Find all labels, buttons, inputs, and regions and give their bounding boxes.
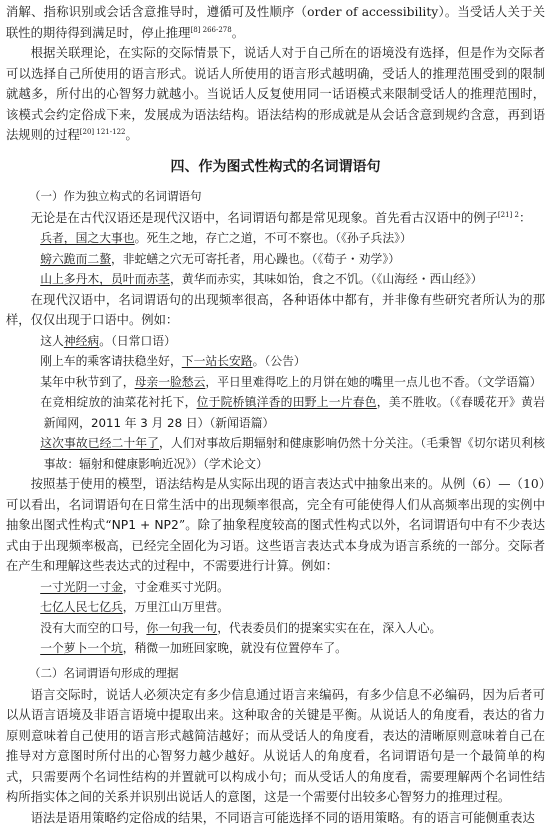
citation: [20] 121-122 (80, 128, 126, 136)
paragraph-relevance-theory: 根据关联理论，在实际的交际情景下，说话人对于自己所在的语境没有选择，但是作为交际者可以选择自己所使用的语言形式。说话人所使用的语言形式越明确，受话人的推理范围受到的限制就越多，所付出的心智努力就越小。当说话人反复使用同一话语模式来限制受话人的推理范围时，该模式会约定俗成下来，发展成为语法结构。语法结构的形成就是从会话含意到规约含意，再到语法规则的过程$^{[20] 121-122}$。 (6, 43, 545, 146)
example-item: 螃六跪而二螯，非蛇蟮之穴无可寄托者，用心躁也。（《荀子・劝学》） (6, 249, 545, 270)
example-item: 山上多丹木，员叶而赤茎，黄华而赤实，其味如饴，食之不饥。（《山海经・西山经》） (6, 269, 545, 290)
paragraph-motivation: 语言交际时，说话人必须决定有多少信息通过语言来编码，有多少信息不必编码，因为后者可以从语言语境及非语言语境中提取出来。这种取舍的关键是平衡。从说话人的角度看，表达的省力原则意味着自己使用的语言形式越简洁越好；而从受话人的角度看，表达的清晰原则意味着自己在推导对方意图时所付出的心智努力越少越好。从说话人的角度看，名词谓语句是一个最简单的构式，只需要两个名词性结构的并置就可以构成小句；而从受话人的角度看，需要理解两个名词性结构所指实体之间的关系并识别出说话人的意图，这是一个需要付出较多心智努力的推理过程。 (6, 685, 545, 808)
example-item: 没有大而空的口号，你一句我一句，代表委员们的提案实实在在，深入人心。 (6, 618, 545, 639)
paragraph-intro: 消解、指称识别或会话含意推导时，遵循可及性顺序（order of accessibility）。当受话人关于关联性的期待得到满足时，停止推理$^{[8] 266-278}$。 (6, 2, 545, 43)
citation: [8] 266-278 (190, 25, 231, 33)
example-item: 这人神经病。（日常口语） (6, 331, 545, 352)
paragraph-ancient-chinese: 无论是在古代汉语还是现代汉语中，名词谓语句都是常见现象。首先看古汉语中的例子$^{[21] 2}$： (6, 208, 545, 229)
paragraph-modern-chinese: 在现代汉语中，名词谓语句的出现频率很高，各种语体中都有，并非像有些研究者所认为的那样，仅仅出现于口语中。例如： (6, 290, 545, 331)
subsection-heading: （二）名词谓语句形成的理据 (6, 663, 545, 683)
paragraph-usage-based-model: 按照基于使用的模型，语法结构是从实际出现的语言表达式中抽象出来的。从例（6）—（10）可以看出，名词谓语句在日常生活中的出现频率很高，完全有可能使得人们从高频率出现的实例中抽象出图式性构式“NP1 + NP2”。除了抽象程度较高的图式性构式以外，名词谓语句中有不少表达式由于出现频率极高，已经完全固化为习语。这些语言表达式本身成为语言系统的一部分。交际者在产生和理解这些表达式的过程中，不需要进行计算。例如： (6, 474, 545, 577)
example-item: 某年中秋节到了，母亲一脸愁云，平日里难得吃上的月饼在她的嘴里一点儿也不香。（文学语篇） (6, 372, 545, 393)
section-heading: 四、作为图式性构式的名词谓语句 (6, 156, 545, 178)
example-item: 兵者，国之大事也。死生之地，存亡之道，不可不察也。（《孙子兵法》） (6, 228, 545, 249)
paragraph-grammar-pragmatics: 语法是语用策略约定俗成的结果，不同语言可能选择不同的语用策略。有的语言可能侧重表达 (6, 808, 545, 828)
example-item: 刚上车的乘客请扶稳坐好，下一站长安路。（公告） (6, 351, 545, 372)
example-item: 一个萝卜一个坑，稍微一加班回家晚，就没有位置停车了。 (6, 638, 545, 659)
example-item: 在竞相绽放的油菜花衬托下，位于院桥镇洋香的田野上一片春色，美不胜收。（《春暖花开》黄岩新闻网，2011 年 3 月 28 日）（新闻语篇） (6, 392, 545, 433)
subsection-heading: （一）作为独立构式的名词谓语句 (6, 186, 545, 206)
example-item: 一寸光阴一寸金，寸金难买寸光阴。 (6, 577, 545, 598)
citation: [21] 2 (498, 210, 519, 218)
example-item: 七亿人民七亿兵，万里江山万里营。 (6, 597, 545, 618)
example-item: 这次事故已经二十年了，人们对事故后期辐射和健康影响仍然十分关注。（毛秉智《切尔诺贝利核事故：辐射和健康影响近况》）（学术论文） (6, 433, 545, 474)
